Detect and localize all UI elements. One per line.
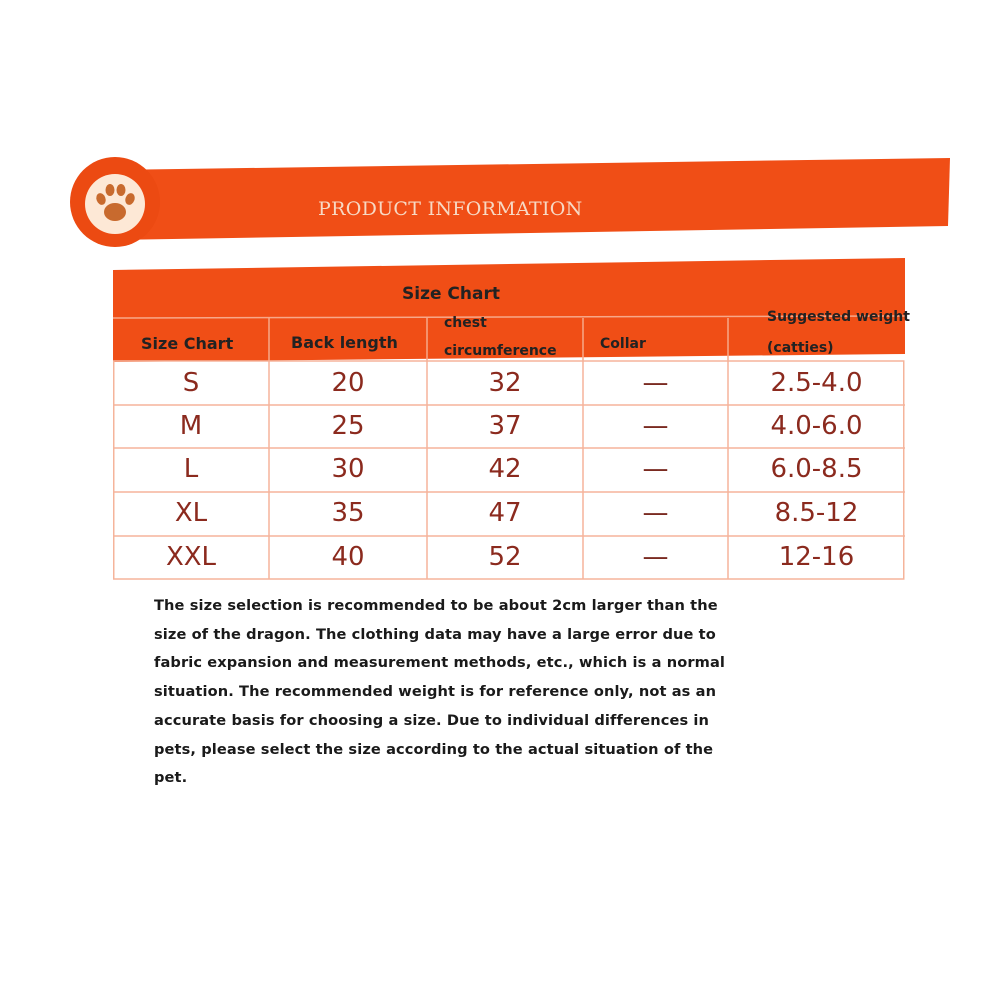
table-row bbox=[113, 362, 905, 405]
cell-chest: 47 bbox=[488, 498, 522, 528]
cell-size: XL bbox=[174, 498, 208, 528]
cell-back-length: 35 bbox=[331, 498, 365, 528]
cell-collar: — bbox=[642, 542, 669, 572]
header-size: Size Chart bbox=[141, 334, 234, 353]
cell-chest: 52 bbox=[488, 542, 522, 572]
cell-chest: 32 bbox=[488, 368, 522, 398]
header-chest-line1: chest bbox=[444, 315, 487, 331]
cell-collar: — bbox=[642, 498, 669, 528]
table-title: Size Chart bbox=[402, 284, 500, 304]
product-info-banner bbox=[0, 0, 1000, 280]
table-row bbox=[113, 536, 905, 579]
cell-back-length: 25 bbox=[331, 411, 365, 441]
cell-weight: 4.0-6.0 bbox=[770, 411, 863, 441]
cell-weight: 8.5-12 bbox=[774, 498, 859, 528]
cell-collar: — bbox=[642, 368, 669, 398]
banner-title: PRODUCT INFORMATION bbox=[318, 198, 583, 220]
table-row bbox=[113, 448, 905, 491]
cell-back-length: 30 bbox=[331, 454, 365, 484]
banner-graphic bbox=[0, 0, 1000, 280]
cell-size: XXL bbox=[165, 542, 217, 572]
header-back-length: Back length bbox=[291, 333, 398, 352]
header-weight-line2: (catties) bbox=[767, 340, 834, 356]
cell-size: L bbox=[183, 454, 199, 484]
cell-weight: 2.5-4.0 bbox=[770, 368, 863, 398]
cell-chest: 37 bbox=[488, 411, 522, 441]
cell-back-length: 20 bbox=[331, 368, 365, 398]
cell-chest: 42 bbox=[488, 454, 522, 484]
cell-weight: 12-16 bbox=[778, 542, 855, 572]
cell-back-length: 40 bbox=[331, 542, 365, 572]
header-collar: Collar bbox=[600, 336, 646, 352]
size-note: The size selection is recommended to be about 2cm larger than the size of the dragon. The clothing data may have a large error due to fabric expansion and measurement methods, etc., which is a normal situation. The recommended weight is for reference only, not as an accurate basis for choosing a size. Due to individual differences in pets, please select the size according to the actual situation of the pet. bbox=[154, 597, 726, 787]
size-chart-table bbox=[113, 258, 908, 582]
header-weight-line1: Suggested weight bbox=[767, 309, 910, 325]
cell-size: S bbox=[182, 368, 200, 398]
cell-size: M bbox=[179, 411, 203, 441]
cell-collar: — bbox=[642, 454, 669, 484]
cell-collar: — bbox=[642, 411, 669, 441]
table-row bbox=[113, 405, 905, 448]
table-row bbox=[113, 492, 905, 535]
header-chest-line2: circumference bbox=[444, 343, 557, 359]
cell-weight: 6.0-8.5 bbox=[770, 454, 863, 484]
